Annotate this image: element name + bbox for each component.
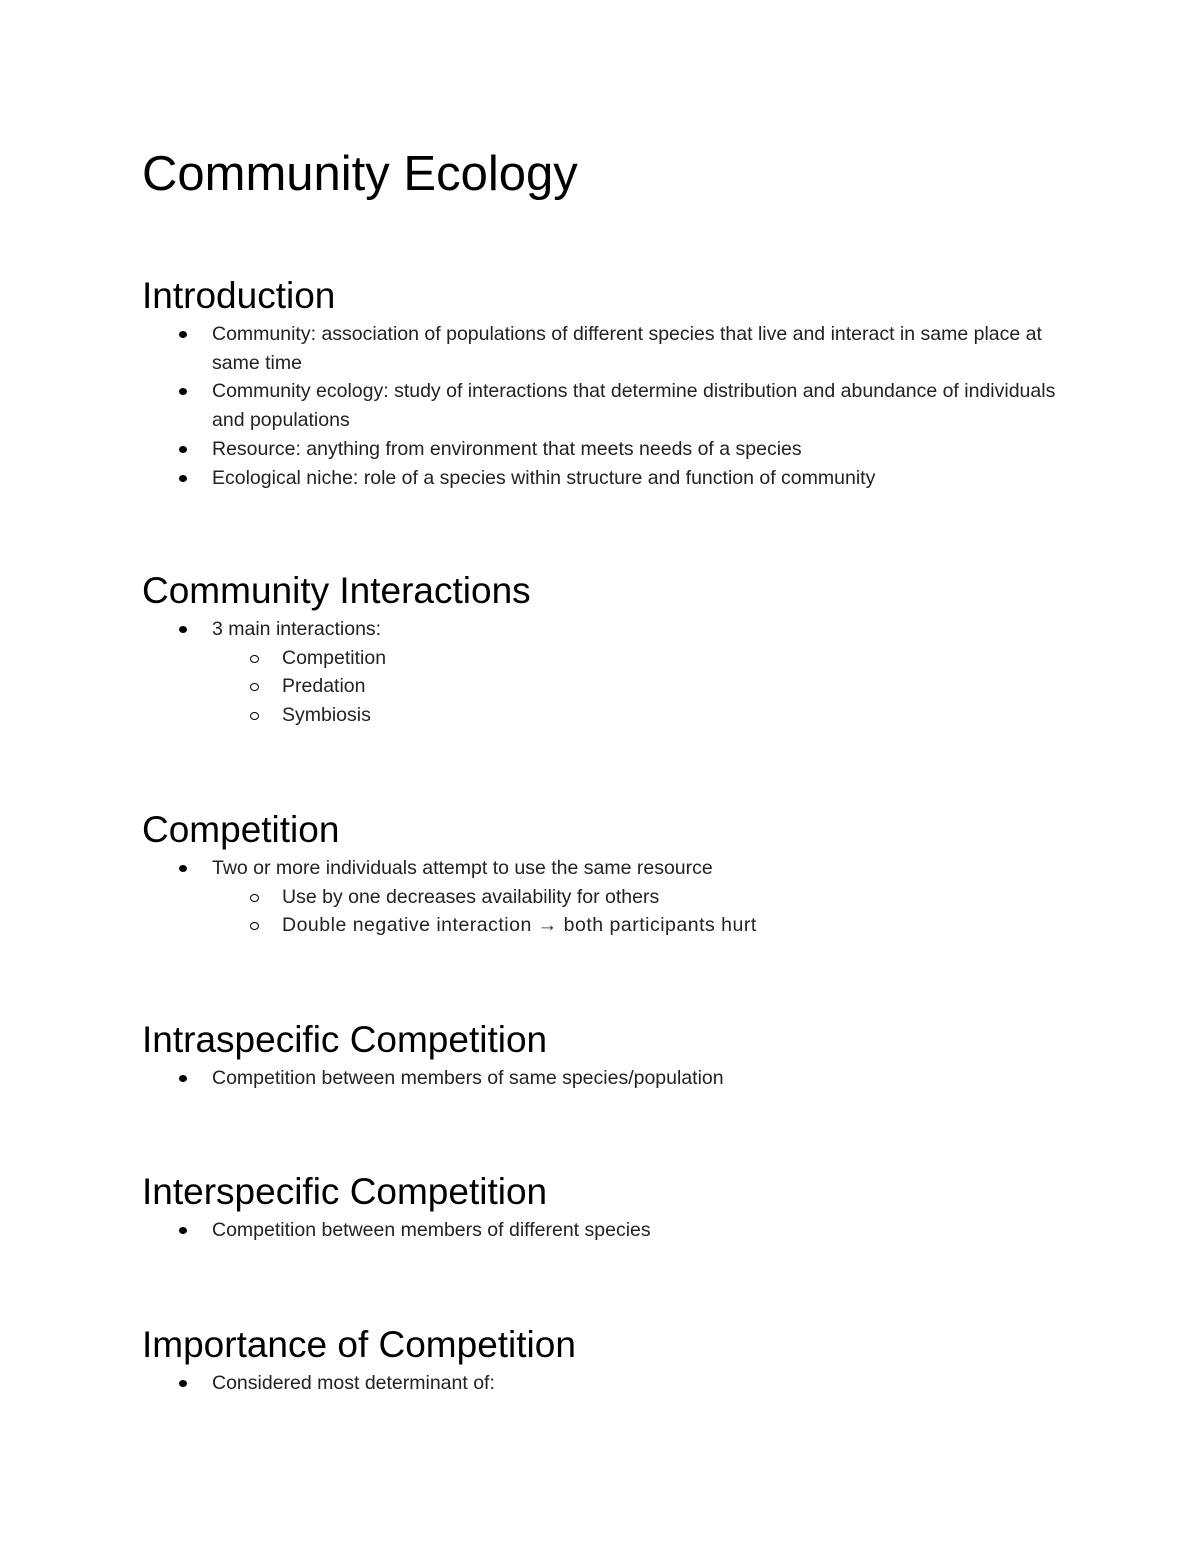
- filled-bullet-icon: [179, 1380, 187, 1387]
- sub-bullet-list: [212, 883, 1082, 940]
- sub-list-item-text: Competition: [282, 646, 387, 669]
- sub-list-item: [142, 644, 1082, 673]
- list-item: [142, 435, 1082, 464]
- section-importance-of-competition: [142, 1323, 1082, 1398]
- filled-bullet-icon: [179, 1227, 187, 1234]
- list-item-text: Ecological niche: role of a species within structure and function of community: [212, 466, 876, 489]
- filled-bullet-icon: [179, 446, 187, 453]
- list-item: [142, 464, 1082, 493]
- list-item-text: Considered most determinant of:: [212, 1372, 495, 1394]
- hollow-bullet-icon: [250, 894, 259, 902]
- list-item-text: Community: association of populations of different species that live and interact in same place at same time: [212, 323, 1042, 374]
- sub-list-item-text: Symbiosis: [282, 704, 371, 727]
- sub-bullet-list: [212, 644, 1082, 730]
- bullet-list: [142, 1369, 1082, 1398]
- section-intraspecific-competition: [142, 1018, 1082, 1093]
- hollow-bullet-icon: [250, 655, 259, 663]
- sub-list-item: [142, 672, 1082, 701]
- list-item-text: Community ecology: study of interactions that determine distribution and abundance of individuals and populations: [212, 380, 1056, 432]
- list-item-text: Competition between members of same species/population: [212, 1067, 724, 1089]
- filled-bullet-icon: [179, 475, 187, 482]
- list-item: [142, 1369, 1082, 1398]
- list-item: [142, 615, 1082, 730]
- list-item: [142, 1064, 1082, 1093]
- sub-list-item-text: Predation: [282, 675, 366, 698]
- filled-bullet-icon: [179, 626, 187, 633]
- section-community-interactions: [142, 569, 1082, 730]
- section-introduction: [142, 274, 1082, 492]
- list-item-text: Resource: anything from environment that meets needs of a species: [212, 437, 802, 460]
- list-item-text: 3 main interactions:: [212, 618, 382, 640]
- filled-bullet-icon: [179, 388, 187, 395]
- sub-list-item: [142, 701, 1082, 730]
- section-interspecific-competition: [142, 1170, 1082, 1245]
- list-item-text: Two or more individuals attempt to use the same resource: [212, 857, 713, 879]
- bullet-list: [142, 320, 1082, 492]
- section-heading: Competition: [142, 809, 340, 850]
- bullet-list: [142, 1216, 1082, 1245]
- list-item: [142, 377, 1082, 434]
- section-heading: Interspecific Competition: [142, 1171, 548, 1212]
- bullet-list: [142, 854, 1082, 940]
- list-item: [142, 854, 1082, 940]
- section-heading: Introduction: [142, 275, 336, 316]
- section-heading: Community Interactions: [142, 570, 531, 611]
- filled-bullet-icon: [179, 1075, 187, 1082]
- hollow-bullet-icon: [250, 922, 259, 930]
- bullet-list: [142, 615, 1082, 730]
- list-item-text: Competition between members of different species: [212, 1219, 651, 1241]
- filled-bullet-icon: [179, 331, 187, 338]
- sub-list-item: [142, 911, 1082, 940]
- sub-list-item: [142, 883, 1082, 912]
- sub-list-item-text: Double negative interaction → both participants hurt: [282, 914, 757, 937]
- sub-list-item-text: Use by one decreases availability for others: [282, 885, 660, 908]
- list-item: [142, 320, 1082, 377]
- bullet-list: [142, 1064, 1082, 1093]
- section-competition: [142, 808, 1082, 940]
- hollow-bullet-icon: [250, 712, 259, 720]
- section-heading: Intraspecific Competition: [142, 1019, 548, 1060]
- document-title: Community Ecology: [142, 147, 578, 201]
- list-item: [142, 1216, 1082, 1245]
- filled-bullet-icon: [179, 865, 187, 872]
- section-heading: Importance of Competition: [142, 1324, 576, 1365]
- hollow-bullet-icon: [250, 683, 259, 691]
